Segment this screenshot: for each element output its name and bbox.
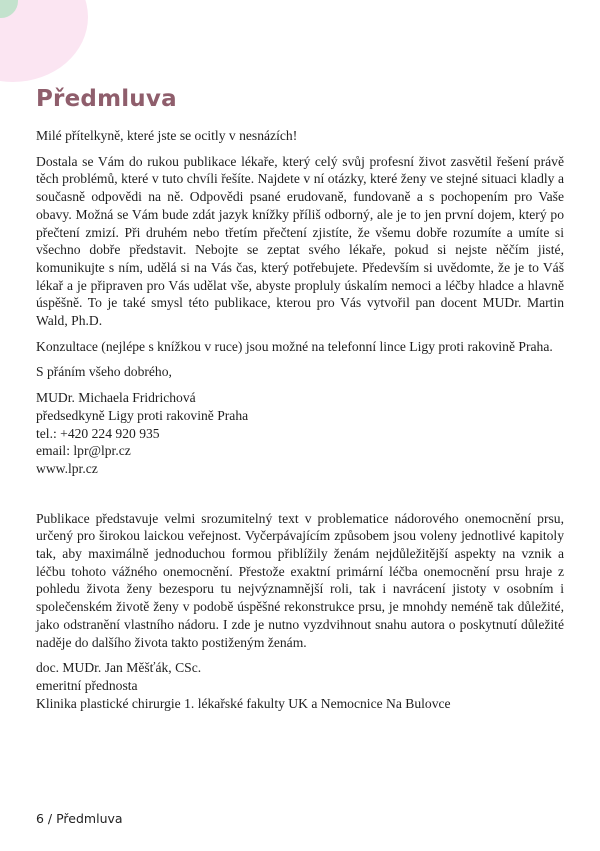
reviewer-name: doc. MUDr. Jan Měšťák, CSc. — [36, 660, 202, 676]
consultation-paragraph: Konzultace (nejlépe s knížkou v ruce) jsou možné na telefonní lince Ligy proti rakovině Praha. — [36, 338, 553, 354]
signature-phone: tel.: +420 224 920 935 — [36, 425, 160, 441]
signature-name: MUDr. Michaela Fridrichová — [36, 390, 196, 406]
signature-web: www.lpr.cz — [36, 460, 98, 476]
intro-paragraph: Dostala se Vám do rukou publikace lékaře, který celý svůj profesní život zasvětil řešení právě těch problémů, které v tuto chvíli řešíte. Najdete v ní otázky, které ženy ve stejné situaci kladly a současně odpovědi na ně. Odpovědi psané erudovaně, fundovaně a s pochopením pro Vaše obavy. Možná se Vám bude zdát jazyk knížky příliš odborný, ale je to jen první dojem, který po přečtení zmizí. Při druhém nebo třetím přečtení zjistíte, že všemu dobře rozumíte a umíte si všechno dobře představit. Nebojte se zeptat svého lékaře, pokud si nejste něčím jisté, komunikujte s ním, udělá si na Vás čas, který potřebujete. Především si uvědomte, že je to Váš lékař a je připraven pro Vás udělat vše, abyste propluly úskalím nemoci a léčby hladce a hlavně úspěšně. To je také smysl této publikace, kterou pro Vás vytvořil pan docent MUDr. Martin Wald, Ph.D. — [36, 153, 564, 329]
closing-line: S přáním všeho dobrého, — [36, 364, 172, 380]
reviewer-title: emeritní přednosta — [36, 677, 138, 693]
signature-block — [36, 389, 564, 478]
page-footer: 6 / Předmluva — [36, 811, 123, 826]
reviewer-institution: Klinika plastické chirurgie 1. lékařské fakulty UK a Nemocnice Na Bulovce — [36, 695, 451, 711]
page-body — [36, 127, 564, 720]
page-heading: Předmluva — [36, 86, 177, 112]
reviewer-block — [36, 659, 564, 712]
review-paragraph: Publikace představuje velmi srozumitelný text v problematice nádorového onemocnění prsu, určený pro širokou laickou veřejnost. Vyčerpávajícím způsobem jsou voleny jednotlivé kapitoly tak, aby maximálně jednoduchou formou přiblížily ženám nejdůležitější aspekty na vznik a léčbu tohoto vážného onemocnění. Přestože exaktní primární léčba onemocnění prsu hraje z pohledu života ženy bezesporu tu nejvýznamnější roli, tak i navrácení jistoty v osobním i společenském životě ženy v podobě úspěšné rekonstrukce prsu, je mnohdy neméně tak důležité, jako odstranění vlastního nádoru. I zde je nutno vyzdvihnout snahu autora o poskytnutí důležité naděje do dalšího života takto postiženým ženám. — [36, 510, 564, 650]
greeting: Milé přítelkyně, které jste se ocitly v nesnázích! — [36, 128, 298, 143]
signature-role: předsedkyně Ligy proti rakovině Praha — [36, 407, 249, 423]
signature-email: email: lpr@lpr.cz — [36, 443, 131, 459]
section-gap — [36, 486, 564, 510]
